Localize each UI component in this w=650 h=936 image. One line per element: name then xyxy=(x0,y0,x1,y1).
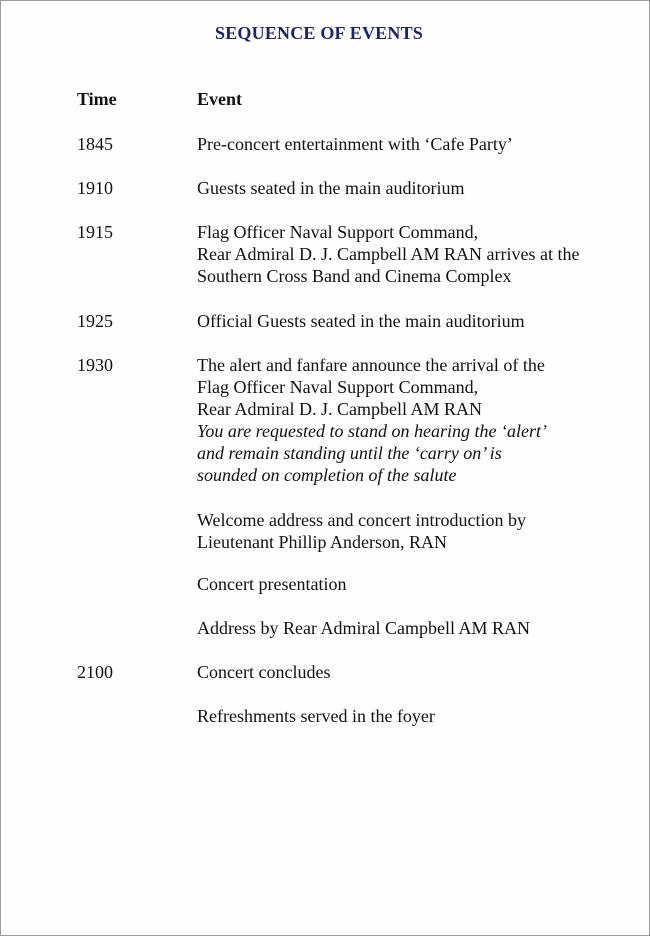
event-line: Southern Cross Band and Cinema Complex xyxy=(197,266,512,286)
event-line: Lieutenant Phillip Anderson, RAN xyxy=(197,532,447,552)
event-time: 1845 xyxy=(77,134,113,154)
event-line: Concert presentation xyxy=(197,574,347,594)
event-line: Guests seated in the main auditorium xyxy=(197,178,465,198)
event-note-line: sounded on completion of the salute xyxy=(197,465,457,485)
event-time: 2100 xyxy=(77,662,113,682)
event-line: The alert and fanfare announce the arrival of the xyxy=(197,355,545,375)
event-line: Concert concludes xyxy=(197,662,331,682)
event-time: 1930 xyxy=(77,355,113,375)
event-note-line: and remain standing until the ‘carry on’ is xyxy=(197,443,502,463)
event-line: Rear Admiral D. J. Campbell AM RAN xyxy=(197,399,482,419)
event-line: Pre-concert entertainment with ‘Cafe Party’ xyxy=(197,134,513,154)
time-column-header: Time xyxy=(77,89,117,109)
event-line: Address by Rear Admiral Campbell AM RAN xyxy=(197,618,530,638)
event-description xyxy=(197,221,617,287)
event-description xyxy=(197,705,617,727)
event-description xyxy=(197,509,617,553)
event-description xyxy=(197,133,617,155)
event-description xyxy=(197,310,617,332)
event-line: Refreshments served in the foyer xyxy=(197,706,435,726)
event-time: 1915 xyxy=(77,222,113,242)
event-note-line: You are requested to stand on hearing the ‘alert’ xyxy=(197,421,547,441)
event-line: Flag Officer Naval Support Command, xyxy=(197,377,479,397)
event-line: Flag Officer Naval Support Command, xyxy=(197,222,479,242)
event-description xyxy=(197,661,617,683)
event-time: 1910 xyxy=(77,178,113,198)
event-line: Welcome address and concert introduction by xyxy=(197,510,526,530)
event-line: Official Guests seated in the main auditorium xyxy=(197,311,525,331)
event-time: 1925 xyxy=(77,311,113,331)
event-description xyxy=(197,177,617,199)
page-title: SEQUENCE OF EVENTS xyxy=(215,23,423,43)
event-description xyxy=(197,617,617,639)
event-line: Rear Admiral D. J. Campbell AM RAN arrives at the xyxy=(197,244,580,264)
event-column-header: Event xyxy=(197,89,242,109)
event-description xyxy=(197,354,617,486)
event-description xyxy=(197,573,617,595)
